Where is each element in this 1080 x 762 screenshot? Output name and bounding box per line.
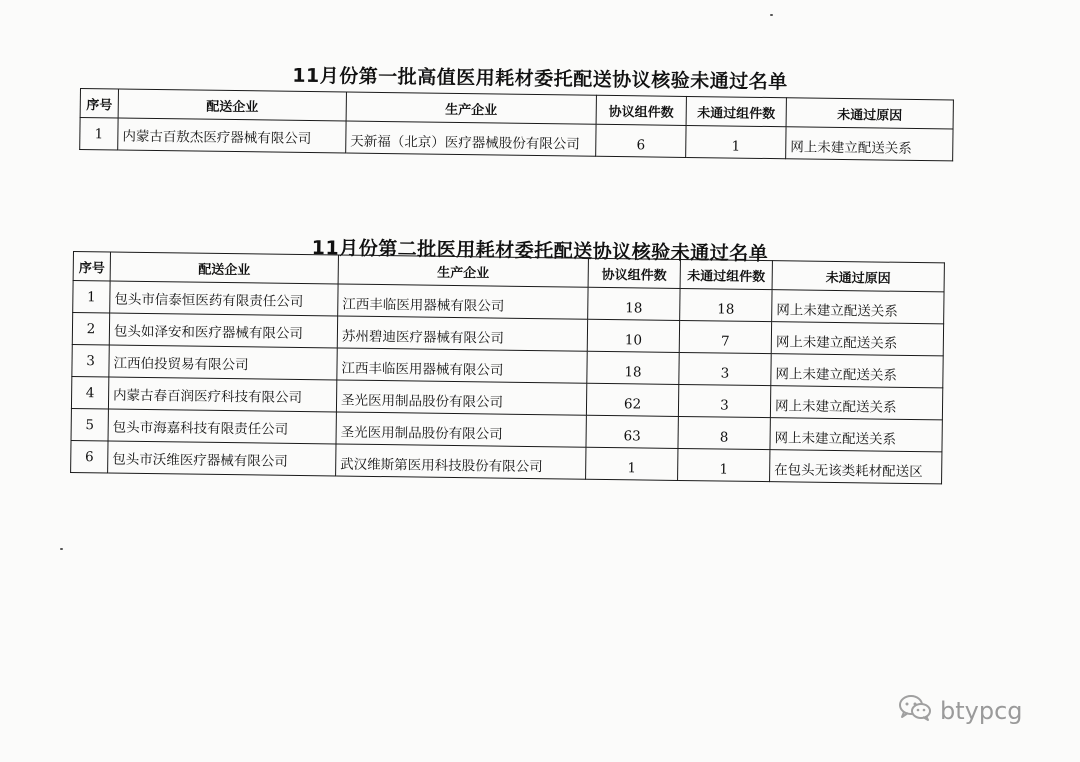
cell-reason: 网上未建立配送关系	[771, 322, 943, 356]
cell-index: 3	[72, 344, 109, 376]
table1-title: 11月份第一批高值医用耗材委托配送协议核验未通过名单	[292, 64, 788, 94]
col-header-distributor: 配送企业	[110, 252, 338, 284]
cell-agreed-count: 62	[586, 383, 678, 416]
cell-distributor: 包头市信泰恒医药有限责任公司	[110, 281, 338, 316]
cell-index: 4	[71, 376, 108, 408]
scan-speck	[60, 548, 63, 550]
cell-failed-count: 3	[679, 352, 771, 385]
cell-agreed-count: 6	[596, 124, 686, 157]
table2-title: 11月份第二批医用耗材委托配送协议核验未通过名单	[311, 237, 769, 265]
col-header-agreed-count: 协议组件数	[588, 258, 680, 288]
cell-distributor: 内蒙古春百润医疗科技有限公司	[108, 377, 336, 412]
col-header-manufacturer: 生产企业	[338, 255, 588, 287]
cell-agreed-count: 18	[588, 287, 680, 320]
cell-distributor: 包头市沃维医疗器械有限公司	[108, 441, 336, 476]
col-header-reason: 未通过原因	[772, 261, 944, 292]
cell-reason: 网上未建立配送关系	[770, 386, 942, 420]
cell-distributor: 包头市海嘉科技有限责任公司	[108, 409, 336, 444]
cell-manufacturer: 圣光医用制品股份有限公司	[336, 380, 586, 415]
cell-index: 6	[71, 440, 108, 472]
cell-failed-count: 1	[686, 125, 786, 158]
cell-agreed-count: 63	[586, 415, 678, 448]
cell-index: 2	[72, 313, 109, 345]
cell-reason: 网上未建立配送关系	[786, 127, 953, 161]
table1	[79, 88, 954, 161]
watermark-text: btypcg	[940, 697, 1023, 725]
scan-speck	[770, 14, 773, 16]
cell-manufacturer: 江西丰临医用器械有限公司	[338, 284, 588, 319]
cell-manufacturer: 苏州碧迪医疗器械有限公司	[337, 316, 587, 351]
cell-distributor: 包头如泽安和医疗器械有限公司	[109, 313, 337, 348]
col-header-failed-count: 未通过组件数	[680, 259, 772, 289]
cell-reason: 在包头无该类耗材配送区	[770, 450, 942, 484]
cell-agreed-count: 1	[586, 447, 678, 480]
cell-reason: 网上未建立配送关系	[770, 418, 942, 452]
cell-manufacturer: 圣光医用制品股份有限公司	[336, 412, 586, 447]
col-header-index: 序号	[80, 89, 118, 118]
watermark	[898, 694, 1023, 728]
col-header-agreed-count: 协议组件数	[596, 95, 686, 125]
col-header-reason: 未通过原因	[786, 98, 953, 129]
col-header-failed-count: 未通过组件数	[686, 96, 786, 126]
cell-failed-count: 7	[679, 320, 771, 353]
table2	[70, 251, 945, 484]
col-header-manufacturer: 生产企业	[346, 92, 596, 124]
cell-failed-count: 18	[680, 288, 772, 321]
cell-manufacturer: 江西丰临医用器械有限公司	[337, 348, 587, 383]
cell-agreed-count: 10	[587, 319, 679, 352]
wechat-icon	[898, 694, 932, 728]
cell-manufacturer: 天新福（北京）医疗器械股份有限公司	[346, 121, 596, 156]
cell-reason: 网上未建立配送关系	[772, 290, 944, 324]
cell-agreed-count: 18	[587, 351, 679, 384]
cell-reason: 网上未建立配送关系	[771, 354, 943, 388]
cell-failed-count: 3	[678, 384, 770, 417]
cell-index: 5	[71, 408, 108, 440]
col-header-distributor: 配送企业	[118, 89, 346, 121]
cell-index: 1	[80, 118, 118, 150]
cell-distributor: 江西伯投贸易有限公司	[109, 345, 337, 380]
col-header-index: 序号	[73, 252, 110, 281]
cell-distributor: 内蒙古百敖杰医疗器械有限公司	[118, 118, 346, 153]
cell-failed-count: 1	[678, 448, 770, 481]
cell-manufacturer: 武汉维斯第医用科技股份有限公司	[336, 444, 586, 479]
cell-failed-count: 8	[678, 416, 770, 449]
cell-index: 1	[73, 281, 110, 313]
